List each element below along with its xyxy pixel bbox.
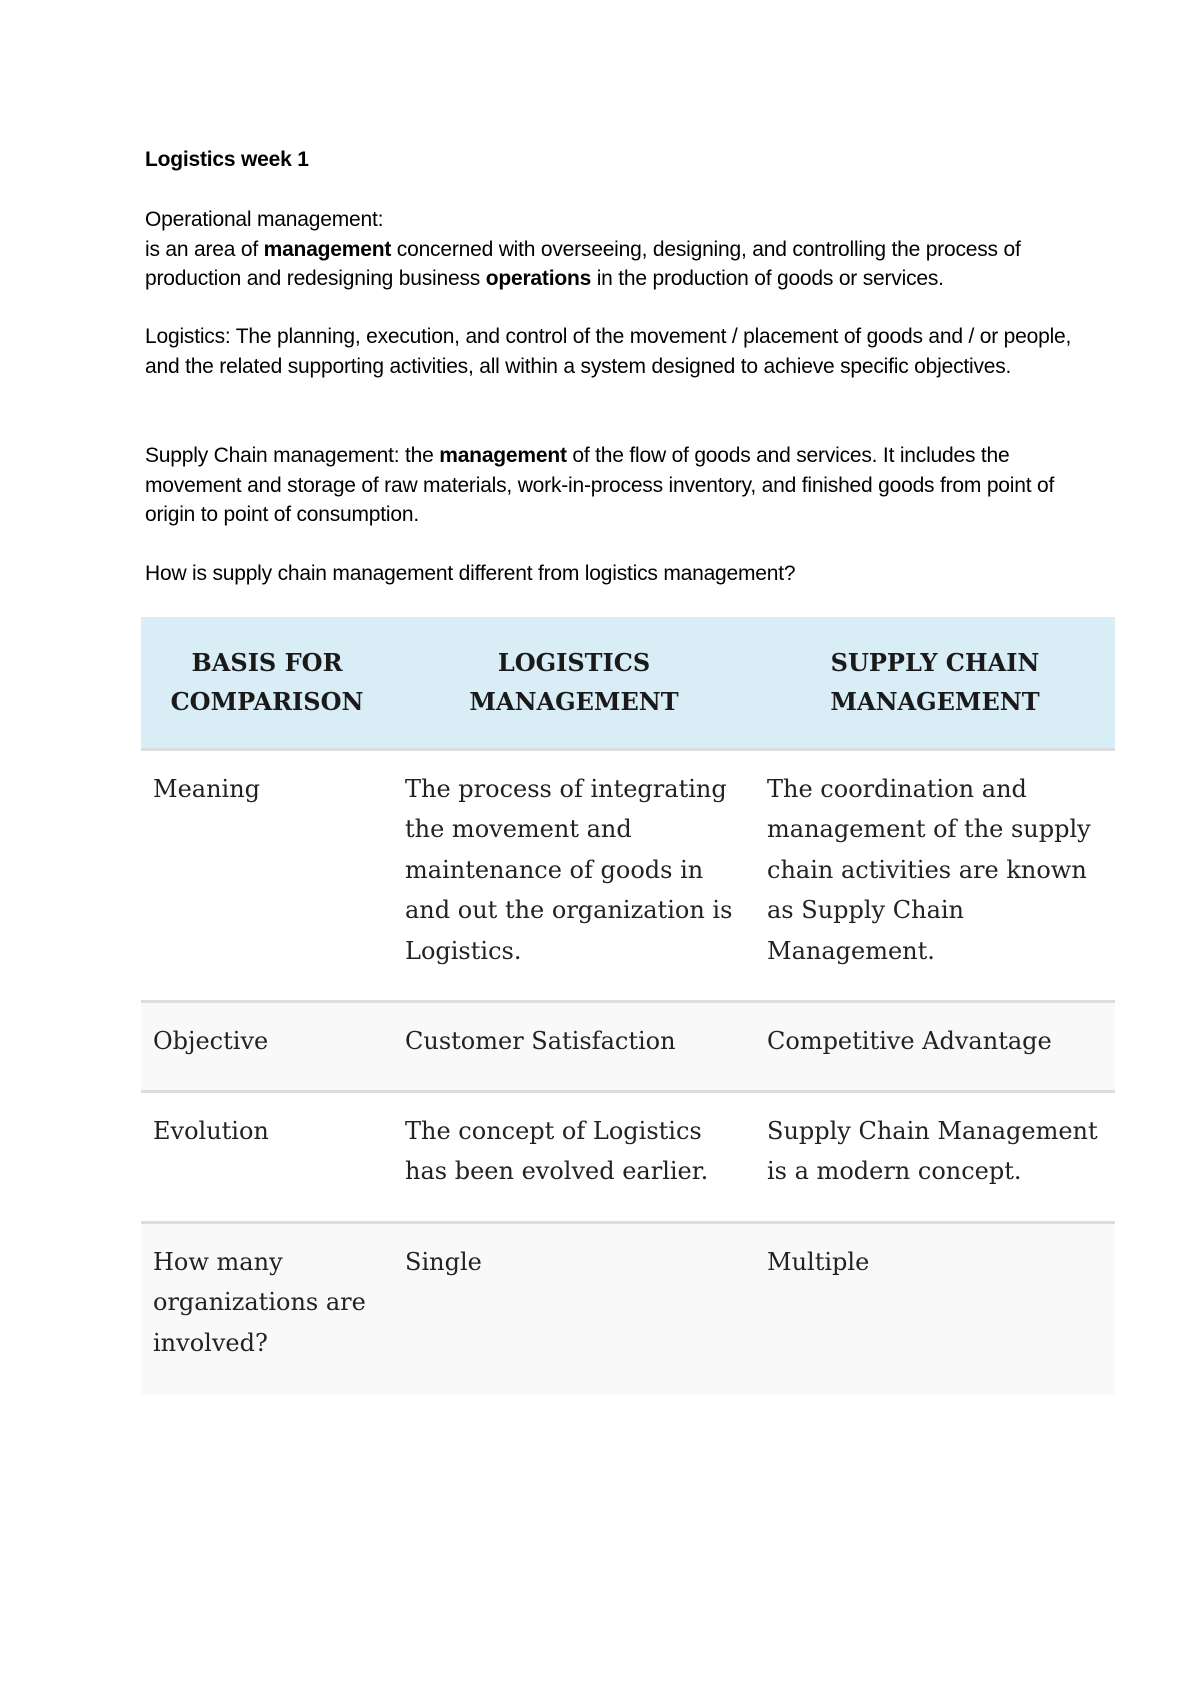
cell-basis: Meaning <box>141 749 393 1001</box>
cell-supply-chain: The coordination and management of the supply chain activities are known as Supply Chain Management. <box>755 749 1115 1001</box>
logistics-definition: Logistics: The planning, execution, and control of the movement / placement of goods and / or people, and the related supporting activities, all within a system designed to achieve specific objectives. <box>145 325 1072 378</box>
header-logistics: LOGISTICS MANAGEMENT <box>393 617 755 749</box>
cell-supply-chain: Competitive Advantage <box>755 1001 1115 1091</box>
cell-basis: Evolution <box>141 1091 393 1222</box>
operational-heading: Operational management: <box>145 208 384 231</box>
cell-logistics: The process of integrating the movement and maintenance of goods in and out the organization is Logistics. <box>393 749 755 1001</box>
supply-chain-definition: Supply Chain management: the management of the flow of goods and services. It includes the movement and storage of raw materials, work-in-process inventory, and finished goods from point of origin to point of consumption. <box>145 444 1055 526</box>
cell-logistics: The concept of Logistics has been evolved earlier. <box>393 1091 755 1222</box>
header-basis: BASIS FOR COMPARISON <box>141 617 393 749</box>
cell-supply-chain: Multiple <box>755 1222 1115 1394</box>
comparison-question: How is supply chain management different from logistics management? <box>145 562 796 585</box>
cell-basis: Objective <box>141 1001 393 1091</box>
comparison-table-wrapper <box>141 617 1115 1394</box>
operational-definition: is an area of management concerned with overseeing, designing, and controlling the process of production and redesigning business operations in the production of goods or services. <box>145 237 1021 290</box>
document-title: Logistics week 1 <box>145 148 309 171</box>
table-row <box>141 749 1115 1001</box>
table-header-row <box>141 617 1115 749</box>
operational-management-paragraph <box>145 205 1085 294</box>
cell-logistics: Customer Satisfaction <box>393 1001 755 1091</box>
cell-basis: How many organizations are involved? <box>141 1222 393 1394</box>
header-supply-chain: SUPPLY CHAIN MANAGEMENT <box>755 617 1115 749</box>
table-row <box>141 1091 1115 1222</box>
table-row <box>141 1222 1115 1394</box>
cell-logistics: Single <box>393 1222 755 1394</box>
cell-supply-chain: Supply Chain Management is a modern concept. <box>755 1091 1115 1222</box>
comparison-table <box>141 617 1115 1394</box>
table-row <box>141 1001 1115 1091</box>
